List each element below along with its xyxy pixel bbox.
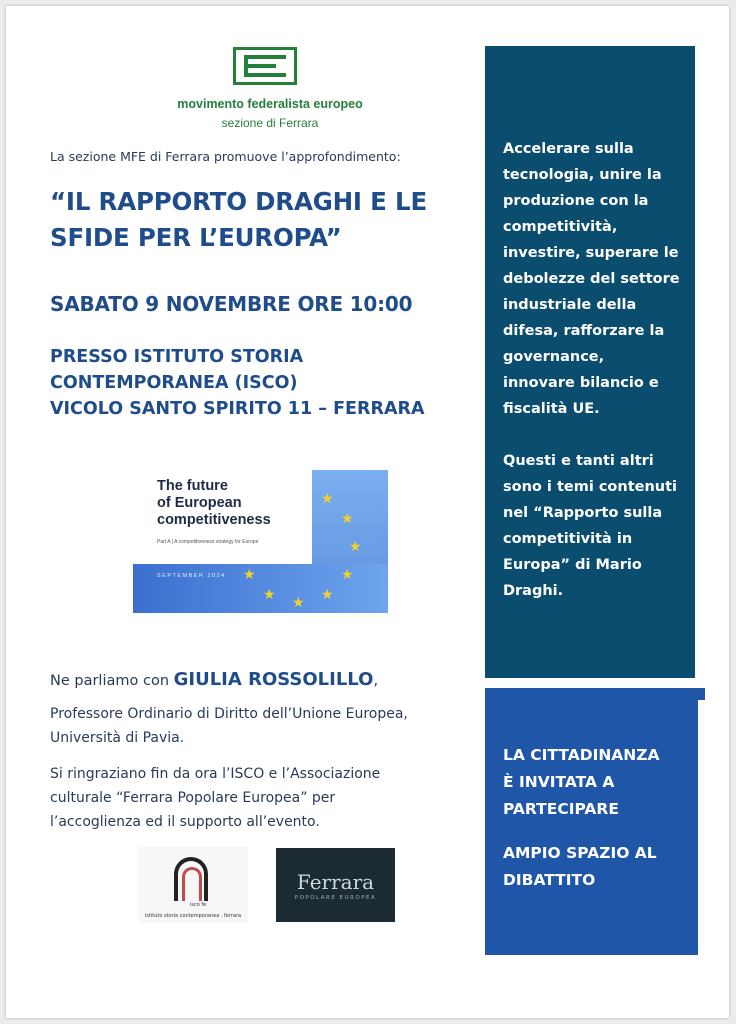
topics-box	[485, 46, 695, 678]
event-date: SABATO 9 NOVEMBRE ORE 10:00	[50, 292, 413, 316]
cover-subtitle: Part A | A competitiveness strategy for Europe	[157, 539, 259, 545]
event-venue	[50, 344, 490, 422]
speaker-name: GIULIA ROSSOLILLO	[173, 669, 374, 690]
eu-star-icon: ★	[321, 587, 334, 603]
ferrara-popolare-logo: Ferrara POPOLARE EUROPEA	[276, 848, 395, 922]
mfe-name: movimento federalista europeo	[177, 97, 363, 111]
arch-icon	[182, 867, 202, 901]
eu-star-icon: ★	[341, 511, 354, 527]
speaker-role: Professore Ordinario di Diritto dell’Unione Europea, Università di Pavia.	[50, 706, 408, 746]
event-title	[50, 184, 470, 256]
topics-text: Accelerare sulla tecnologia, unire la produzione con la competitività, investire, superare le debolezze del settore industriale della difesa, rafforzare la governance, innovare bilancio e fiscalità UE. Questi e tanti altri sono i temi contenuti nel “Rapporto sulla competitività in Europa” di Mario Draghi.	[503, 141, 680, 599]
eu-star-icon: ★	[349, 539, 362, 555]
cover-title: The future of European competitiveness	[157, 478, 271, 528]
event-title-line: “IL RAPPORTO DRAGHI E LE	[50, 187, 427, 216]
venue-line: CONTEMPORANEA (ISCO)	[50, 373, 298, 393]
cover-date: SEPTEMBER 2024	[157, 573, 226, 579]
report-cover-image	[133, 470, 388, 613]
eu-star-icon: ★	[243, 567, 256, 583]
speaker-line: Ne parliamo con GIULIA ROSSOLILLO,	[50, 669, 379, 690]
mfe-section: sezione di Ferrara	[221, 116, 319, 130]
venue-line: PRESSO ISTITUTO STORIA	[50, 347, 304, 367]
mfe-logo-icon	[233, 47, 297, 85]
thanks-text: Si ringraziano fin da ora l’ISCO e l’Associazione culturale “Ferrara Popolare Europea” per l’accoglienza ed il supporto all’evento.	[50, 766, 381, 830]
debate-text: AMPIO SPAZIO AL DIBATTITO	[503, 844, 657, 889]
isco-logo: isco fe istituto storia contemporanea . ferrara	[138, 847, 248, 923]
invitation-text: LA CITTADINANZA È INVITATA A PARTECIPARE	[503, 746, 660, 818]
box-top-bar	[485, 688, 705, 700]
eu-star-icon: ★	[321, 491, 334, 507]
eu-star-icon: ★	[341, 567, 354, 583]
intro-text: La sezione MFE di Ferrara promuove l’approfondimento:	[50, 149, 401, 164]
event-title-line: SFIDE PER L’EUROPA”	[50, 223, 342, 252]
eu-star-icon: ★	[292, 595, 305, 611]
eu-star-icon: ★	[263, 587, 276, 603]
venue-line: VICOLO SANTO SPIRITO 11 – FERRARA	[50, 399, 425, 419]
invitation-box	[485, 688, 698, 955]
